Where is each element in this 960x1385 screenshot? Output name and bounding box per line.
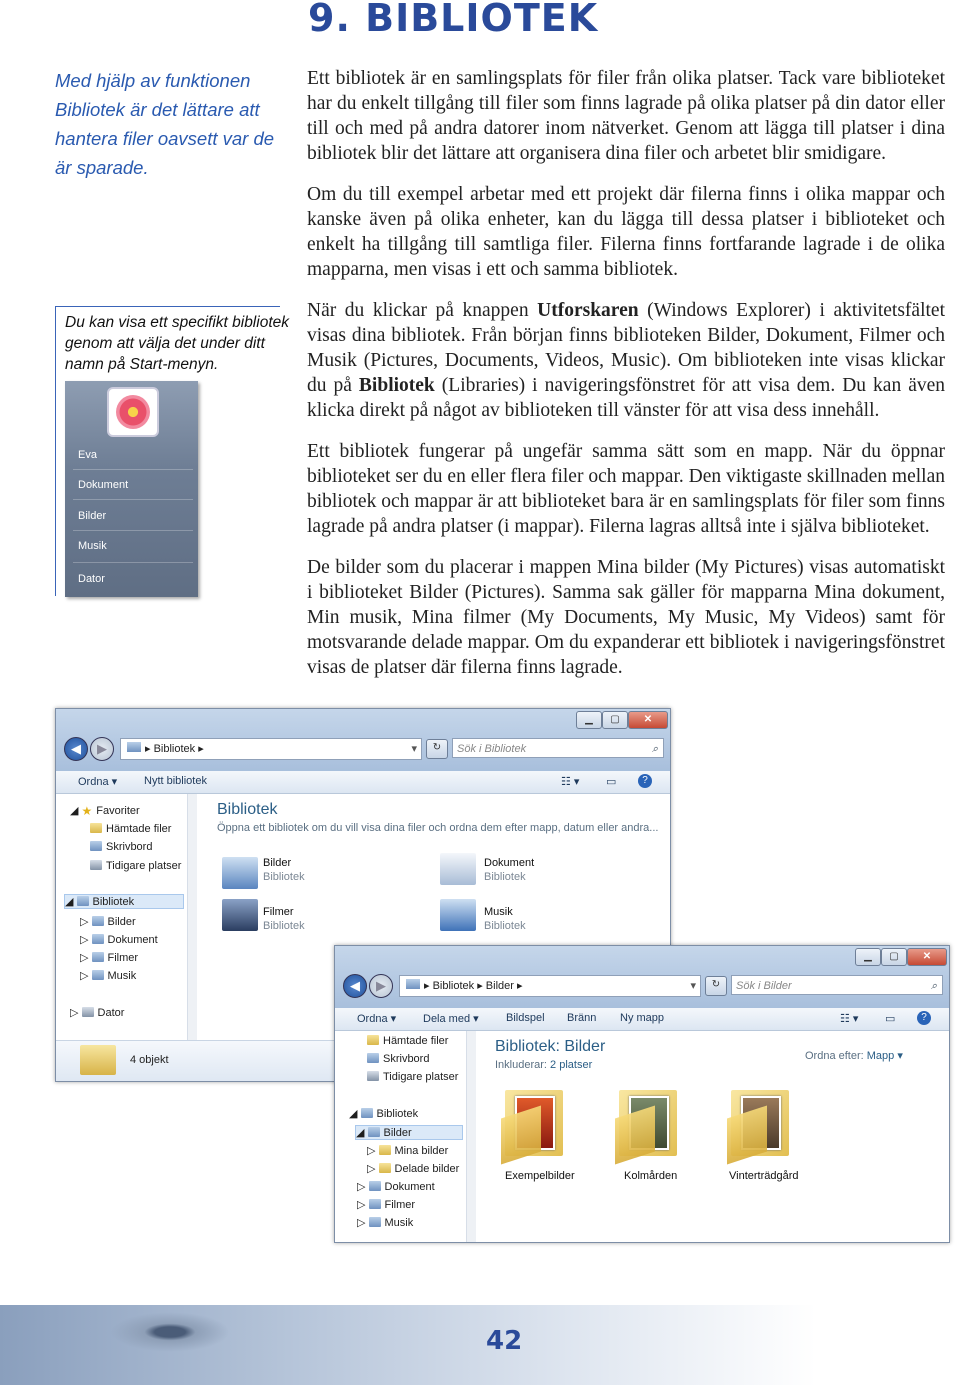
term-explorer: Utforskaren <box>537 300 639 321</box>
paragraph-3-text: När du klickar på knappen <box>307 300 538 321</box>
nav-music[interactable]: ▷ Musik <box>80 970 137 982</box>
eye-image <box>110 1312 230 1352</box>
back-button[interactable]: ◀ <box>64 737 88 761</box>
nav-label: Skrivbord <box>383 1053 430 1065</box>
nav-label: Mina bilder <box>394 1145 449 1157</box>
paragraph-1: Ett bibliotek är en samlingsplats för filer från olika platser. Tack vare biblioteket har du enkelt tillgång till filer som finns lagrade på olika platser på din dator eller till och med på andra datorer inom nätverket. Genom att lägga till platser i dina bibliotek blir det lättare att organisera dina filer och arbetet blir smidigare. <box>307 68 945 164</box>
folder-name[interactable]: Vinterträdgård <box>729 1170 799 1182</box>
view-options-icon[interactable]: ☷ ▾ <box>561 776 580 788</box>
library-icon <box>77 896 89 906</box>
library-name[interactable]: Dokument <box>484 857 535 869</box>
nav-label: Bilder <box>107 916 136 928</box>
arrange-label: Ordna efter: <box>805 1050 864 1062</box>
nav-pictures-selected[interactable]: ◢ Bilder <box>355 1125 463 1140</box>
maximize-button[interactable]: ▢ <box>602 711 628 729</box>
library-name[interactable]: Musik <box>484 906 513 918</box>
library-type: Bibliotek <box>263 920 305 932</box>
preview-pane-icon[interactable]: ▭ <box>606 776 617 788</box>
include-info <box>495 1059 592 1071</box>
nav-label: Dokument <box>384 1181 435 1193</box>
new-folder-button[interactable]: Ny mapp <box>620 1012 665 1024</box>
arrange-by <box>805 1049 903 1062</box>
desktop-icon <box>90 841 102 851</box>
nav-pictures[interactable]: ▷ Bilder <box>80 916 136 928</box>
body-text <box>307 66 945 696</box>
forward-button[interactable]: ▶ <box>90 737 114 761</box>
videos-library-icon[interactable] <box>222 899 258 931</box>
nav-label: Favoriter <box>96 805 140 817</box>
breadcrumb-item[interactable]: Bibliotek <box>153 743 196 755</box>
library-name[interactable]: Filmer <box>263 906 294 918</box>
close-button[interactable]: ✕ <box>907 948 947 966</box>
computer-icon <box>82 1007 94 1017</box>
start-menu-separator <box>73 469 193 470</box>
nav-label: Musik <box>384 1217 414 1229</box>
user-picture <box>107 387 159 437</box>
chapter-title: 9. BIBLIOTEK <box>308 0 599 40</box>
nav-videos[interactable]: ▷ Filmer <box>357 1199 416 1211</box>
library-name[interactable]: Bilder <box>263 857 292 869</box>
start-menu-screenshot <box>65 381 198 597</box>
start-menu-item-music[interactable]: Musik <box>78 540 107 552</box>
search-placeholder: Sök i Bilder <box>736 980 792 992</box>
folder-icon <box>367 1035 379 1045</box>
breadcrumb-item[interactable]: Bilder <box>485 980 514 992</box>
flower-icon <box>116 395 150 429</box>
nav-label: Hämtade filer <box>106 823 172 835</box>
start-menu-item-documents[interactable]: Dokument <box>78 479 129 491</box>
start-menu-item-computer[interactable]: Dator <box>78 573 105 585</box>
arrange-value: Mapp <box>866 1050 895 1062</box>
library-icon <box>92 934 104 944</box>
folder-thumbnail[interactable] <box>501 1086 565 1158</box>
search-input[interactable] <box>731 975 943 995</box>
nav-label: Filmer <box>107 952 139 964</box>
maximize-button[interactable]: ▢ <box>881 948 907 966</box>
nav-downloads[interactable] <box>367 1035 448 1047</box>
paragraph-3-text: (Windows Explorer) i aktivitetsfältet visas dina bibliotek. Från början finns biblioteken Bilder, Dokument, Filmer och Musik (Pictures, Documents, Videos, Music). Om biblioteken inte visas klickar du på <box>307 300 945 396</box>
desktop-icon <box>367 1053 379 1063</box>
folder-name[interactable]: Kolmården <box>624 1170 678 1182</box>
library-icon <box>361 1108 373 1118</box>
star-icon: ★ <box>81 804 93 818</box>
arrange-dropdown[interactable]: Mapp ▾ <box>866 1050 903 1062</box>
nav-libraries[interactable]: ◢ Bibliotek <box>349 1108 419 1120</box>
content-title: Bibliotek: Bilder <box>495 1038 606 1055</box>
library-type: Bibliotek <box>484 920 526 932</box>
folder-icon <box>379 1163 391 1173</box>
start-menu-item-pictures[interactable]: Bilder <box>78 510 107 522</box>
address-bar[interactable] <box>120 738 422 760</box>
nav-label: Bilder <box>383 1127 412 1139</box>
library-icon <box>368 1127 380 1137</box>
back-button[interactable]: ◀ <box>343 974 367 998</box>
help-icon[interactable]: ? <box>917 1011 931 1025</box>
breadcrumb-separator-icon: ▸ <box>513 980 523 992</box>
nav-music[interactable]: ▷ Musik <box>357 1217 414 1229</box>
command-bar <box>56 771 670 794</box>
search-input[interactable] <box>452 738 664 758</box>
library-icon <box>92 916 104 926</box>
nav-desktop[interactable] <box>367 1053 429 1065</box>
nav-my-pictures[interactable]: ▷ Mina bilder <box>367 1145 449 1157</box>
forward-button[interactable]: ▶ <box>369 974 393 998</box>
folder-icon <box>90 823 102 833</box>
nav-scrollbar[interactable] <box>187 794 197 1041</box>
organize-label: Ordna <box>357 1013 388 1025</box>
library-icon <box>369 1181 381 1191</box>
music-library-icon[interactable] <box>440 899 476 931</box>
start-menu-separator <box>73 530 193 531</box>
nav-documents[interactable]: ▷ Dokument <box>80 934 158 946</box>
search-placeholder: Sök i Bibliotek <box>457 743 527 755</box>
term-libraries: Bibliotek <box>358 375 435 396</box>
libraries-folder-icon <box>80 1045 116 1075</box>
item-count: 4 objekt <box>130 1054 169 1066</box>
navigation-pane <box>56 794 197 1081</box>
nav-label: Skrivbord <box>106 841 153 853</box>
sidebar-divider <box>55 306 280 307</box>
search-icon: ⌕ <box>651 743 658 755</box>
library-type: Bibliotek <box>263 871 305 883</box>
nav-label: Hämtade filer <box>383 1035 449 1047</box>
nav-scrollbar[interactable] <box>466 1031 476 1242</box>
sidenote-caption: Du kan visa ett specifikt bibliotek genom att välja det under ditt namn på Start-menyn. <box>65 314 289 373</box>
include-locations-link[interactable]: 2 platser <box>550 1059 593 1071</box>
nav-libraries[interactable]: ◢ Bibliotek <box>64 894 184 909</box>
library-icon <box>369 1199 381 1209</box>
content-title: Bibliotek <box>217 801 278 818</box>
dropdown-icon[interactable]: ▾ <box>690 980 696 992</box>
nav-label: Tidigare platser <box>106 860 182 872</box>
search-icon: ⌕ <box>930 980 937 992</box>
nav-shared-pictures[interactable]: ▷ Delade bilder <box>367 1163 460 1175</box>
paragraph-5: De bilder som du placerar i mappen Mina bilder (My Pictures) visas automatiskt i biblioteket Bilder (Pictures). Samma sak gäller för mapparna Mina dokument, Min musik, Mina filmer (My Documents, My Music, My Videos) samt för motsvarande delade mappar. Om du expanderar ett bibliotek i navigeringsfönstret visas de platser där filerna finns lagrade. <box>307 557 945 678</box>
share-label: Dela med <box>423 1013 471 1025</box>
slideshow-button[interactable]: Bildspel <box>506 1012 545 1024</box>
sidenote-intro: Med hjälp av funktionen Bibliotek är det lättare att hantera filer oavsett var de är sparade. <box>55 70 275 178</box>
minimize-button[interactable]: ▁ <box>855 948 881 966</box>
new-library-button[interactable]: Nytt bibliotek <box>144 775 207 787</box>
close-button[interactable]: ✕ <box>628 711 668 729</box>
nav-label: Bibliotek <box>376 1108 419 1120</box>
share-with-button[interactable]: Dela med ▾ <box>423 1013 479 1025</box>
view-options-icon[interactable]: ☷ ▾ <box>840 1013 859 1025</box>
organize-button[interactable]: Ordna ▾ <box>357 1013 397 1025</box>
paragraph-4: Ett bibliotek fungerar på ungefär samma sätt som en mapp. När du öppnar biblioteket ser du en eller flera filer och mappar. Den viktigaste skillnaden mellan bibliotek och mappar är att biblioteket bara är en samlingsplats för filer som finns lagrade på andra platser (i mappar). Filerna lagras alltså inte i själva biblioteket. <box>307 441 945 537</box>
organize-label: Ordna <box>78 776 109 788</box>
address-bar[interactable] <box>399 975 701 997</box>
refresh-button[interactable]: ↻ <box>426 739 448 759</box>
breadcrumb-separator-icon: ▸ <box>424 980 433 992</box>
nav-label: Delade bilder <box>394 1163 460 1175</box>
nav-label: Filmer <box>384 1199 416 1211</box>
paragraph-2: Om du till exempel arbetar med ett projekt där filerna finns i olika mappar och kanske även på olika enheter, kan du lägga till dessa platser i biblioteket och enkelt ha tillgång till samtliga filer. Filerna finns fortfarande lagrade i de olika mapparna, men visas i ett och samma bibliotek. <box>307 184 945 280</box>
nav-documents[interactable]: ▷ Dokument <box>357 1181 435 1193</box>
folder-icon <box>406 979 420 989</box>
navigation-pane <box>335 1031 476 1242</box>
burn-button[interactable]: Bränn <box>567 1012 597 1024</box>
content-subtitle: Öppna ett bibliotek om du vill visa dina filer och ordna dem efter mapp, datum eller andra... <box>217 822 659 834</box>
pictures-library-icon[interactable] <box>222 857 258 889</box>
folder-name[interactable]: Exempelbilder <box>505 1170 575 1182</box>
nav-desktop[interactable] <box>90 841 152 853</box>
minimize-button[interactable]: ▁ <box>576 711 602 729</box>
help-icon[interactable]: ? <box>638 774 652 788</box>
nav-label: Tidigare platser <box>383 1071 459 1083</box>
organize-button[interactable]: Ordna ▾ <box>78 776 118 788</box>
paragraph-3 <box>307 298 945 423</box>
start-menu-separator <box>73 499 193 500</box>
library-icon <box>92 952 104 962</box>
library-type: Bibliotek <box>484 871 526 883</box>
dropdown-icon[interactable]: ▾ <box>411 743 417 755</box>
breadcrumb-separator-icon: ▸ <box>145 743 154 755</box>
nav-label: Dator <box>97 1007 125 1019</box>
nav-favorites[interactable]: ◢ ★ Favoriter <box>70 804 140 818</box>
recent-places-icon <box>367 1071 379 1081</box>
command-bar <box>335 1008 949 1031</box>
breadcrumb-separator-icon: ▸ <box>195 743 204 755</box>
nav-downloads[interactable] <box>90 823 171 835</box>
library-icon <box>92 970 104 980</box>
preview-pane-icon[interactable]: ▭ <box>885 1013 896 1025</box>
refresh-button[interactable]: ↻ <box>705 976 727 996</box>
breadcrumb-item[interactable]: Bibliotek <box>432 980 475 992</box>
folder-icon <box>127 742 141 752</box>
start-menu-item-user[interactable]: Eva <box>78 449 97 461</box>
nav-videos[interactable]: ▷ Filmer <box>80 952 139 964</box>
explorer-window-pictures <box>334 945 950 1243</box>
library-icon <box>369 1217 381 1227</box>
nav-label: Bibliotek <box>92 896 135 908</box>
folder-thumbnail[interactable] <box>615 1086 679 1158</box>
nav-label: Dokument <box>107 934 158 946</box>
nav-computer[interactable]: ▷ Dator <box>70 1007 125 1019</box>
paragraph-3-text: (Libraries) i navigeringsfönstret för att visa dem. Du kan även klicka direkt på något av biblioteken till vänster för att visa dess innehåll. <box>307 375 946 421</box>
start-menu-separator <box>73 562 193 563</box>
include-label: Inkluderar: <box>495 1059 547 1071</box>
nav-label: Musik <box>107 970 137 982</box>
folder-thumbnail[interactable] <box>727 1086 791 1158</box>
recent-places-icon <box>90 860 102 870</box>
documents-library-icon[interactable] <box>440 853 476 885</box>
breadcrumb-separator-icon: ▸ <box>474 980 486 992</box>
page-number: 42 <box>486 1326 523 1356</box>
nav-recent-places[interactable] <box>367 1071 458 1083</box>
folder-icon <box>379 1145 391 1155</box>
nav-recent-places[interactable] <box>90 860 181 872</box>
